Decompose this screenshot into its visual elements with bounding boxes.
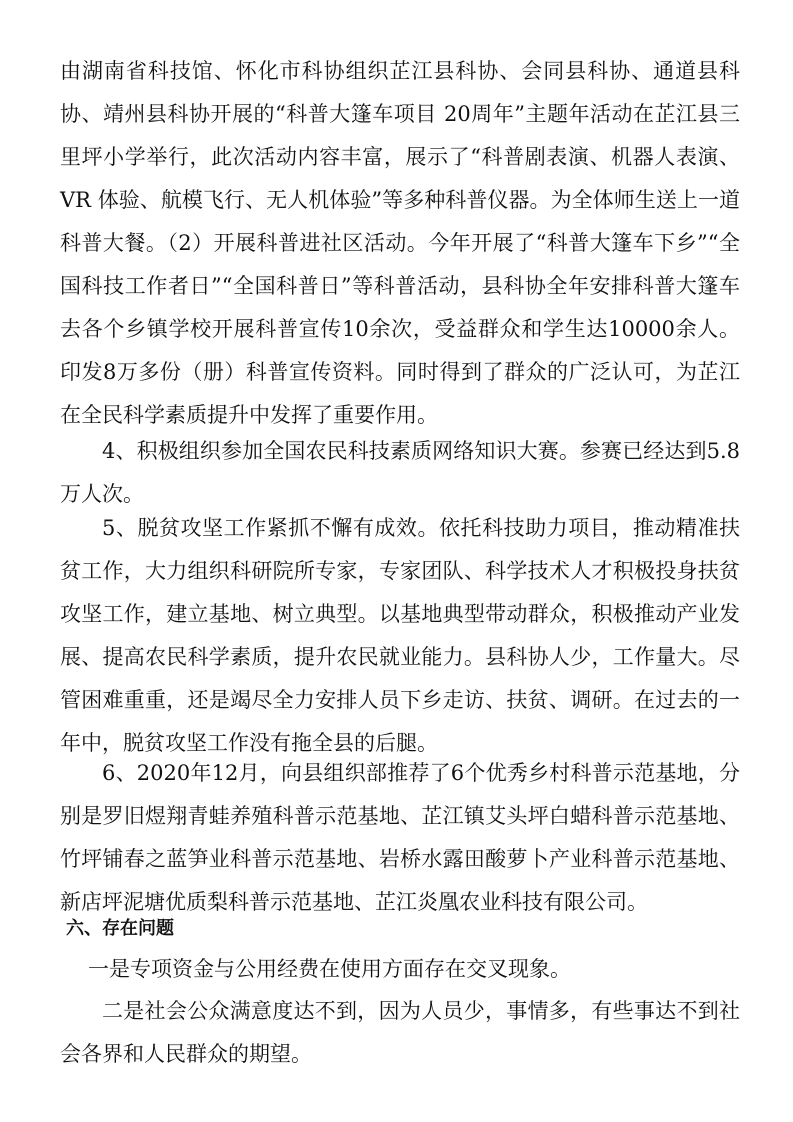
paragraph-item-4: 4、积极组织参加全国农民科技素质网络知识大赛。参赛已经达到5.8万人次。: [60, 439, 740, 506]
section-heading-problems: 六、存在问题: [66, 918, 174, 939]
paragraph-continued: 由湖南省科技馆、怀化市科协组织芷江县科协、会同县科协、通道县科协、靖州县科协开展的“科普大篷车项目 20周年”主题年活动在芷江县三里坪小学举行，此次活动内容丰富，展示了“科普剧表演、机器人表演、VR 体验、航模飞行、无人机体验”等多种科普仪器。为全体师生送上一道科普大餐。（2）开展科普进社区活动。今年开展了“科普大篷车下乡”“全国科技工作者日”“全国科普日”等科普活动，县科协全年安排科普大篷车去各个乡镇学校开展科普宣传10余次，受益群众和学生达10000余人。印发8万多份（册）科普宣传资料。同时得到了群众的广泛认可，为芷江在全民科学素质提升中发挥了重要作用。: [60, 59, 740, 427]
paragraph-issue-1: 一是专项资金与公用经费在使用方面存在交叉现象。: [88, 957, 571, 981]
paragraph-item-6: 6、2020年12月，向县组织部推荐了6个优秀乡村科普示范基地，分别是罗旧煜翔青蛙养殖科普示范基地、芷江镇艾头坪白蜡科普示范基地、竹坪铺春之蓝笋业科普示范基地、岩桥水露田酸萝卜产业科普示范基地、新店坪泥塘优质梨科普示范基地、芷江炎凰农业科技有限公司。: [60, 761, 740, 914]
paragraph-item-5: 5、脱贫攻坚工作紧抓不懈有成效。依托科技助力项目，推动精准扶贫工作，大力组织科研院所专家，专家团队、科学技术人才积极投身扶贫攻坚工作，建立基地、树立典型。以基地典型带动群众，积极推动产业发展、提高农民科学素质，提升农民就业能力。县科协人少，工作量大。尽管困难重重，还是竭尽全力安排人员下乡走访、扶贫、调研。在过去的一年中，脱贫攻坚工作没有拖全县的后腿。: [60, 516, 740, 755]
paragraph-issue-2: 二是社会公众满意度达不到，因为人员少，事情多，有些事达不到社会各界和人民群众的期望。: [60, 999, 740, 1066]
